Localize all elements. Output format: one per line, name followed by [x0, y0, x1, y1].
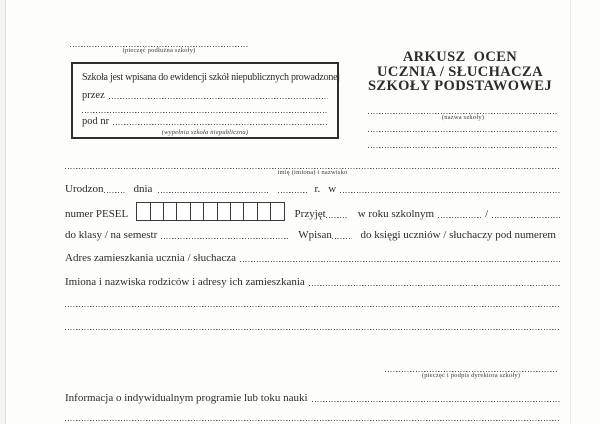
- school-year-start-dotted: [438, 217, 481, 218]
- school-name-field: [368, 106, 558, 148]
- continuation-line-2: [65, 321, 560, 330]
- born-day-label: dnia: [133, 183, 153, 195]
- admitted-suffix-dotted: [326, 217, 348, 218]
- pesel-cell: [191, 203, 204, 220]
- class-row: [65, 229, 560, 242]
- address-label: Adres zamieszkania ucznia / słuchacza: [65, 252, 237, 264]
- director-signature-field: [385, 364, 557, 380]
- address-dotted: [240, 261, 560, 262]
- admitted-label: Przyjęt: [294, 208, 326, 220]
- born-label: Urodzon: [65, 183, 104, 195]
- under-number-label: pod nr: [82, 116, 110, 127]
- under-number-dotted-line: [113, 124, 328, 125]
- birth-year-dotted: [278, 192, 308, 193]
- pesel-cell: [218, 203, 231, 220]
- signature-dotted-line: [385, 364, 557, 372]
- pesel-row: [65, 202, 560, 221]
- school-year-end-dotted: [492, 217, 560, 218]
- pesel-cell: [244, 203, 257, 220]
- school-name-dotted-line-2: [368, 122, 558, 132]
- form-title: [358, 50, 562, 94]
- parents-dotted: [309, 285, 560, 286]
- born-in-label: w: [328, 183, 337, 195]
- signature-caption: (pieczęć i podpis dyrektora szkoły): [421, 372, 521, 379]
- continuation-dotted-1: [65, 298, 560, 307]
- parents-row: [65, 276, 560, 289]
- school-stamp-field: [70, 39, 248, 55]
- register-label: do księgi uczniów / słuchaczy pod numerem: [360, 229, 556, 241]
- class-label: do klasy / na semestr: [65, 229, 158, 241]
- continuation-dotted-line: [82, 104, 328, 113]
- stamp-caption: (pieczęć podłużna szkoły): [122, 47, 196, 54]
- by-dotted-line: [109, 98, 328, 99]
- school-name-dotted-line: [368, 106, 558, 114]
- title-line-1: ARKUSZ OCEN: [402, 49, 518, 65]
- birth-place-dotted: [340, 192, 560, 193]
- continuation-line-1: [65, 298, 560, 307]
- nonpublic-box-caption: (wypełnia szkoła niepubliczna): [161, 129, 249, 136]
- entered-suffix-dotted: [332, 238, 353, 239]
- parents-label: Imiona i nazwiska rodziców i adresy ich zamieszkania: [65, 276, 305, 288]
- pesel-cell: [258, 203, 271, 220]
- pesel-cell: [177, 203, 190, 220]
- pesel-cell: [271, 203, 283, 220]
- pesel-cell: [164, 203, 177, 220]
- birth-row: [65, 183, 560, 196]
- individual-program-row: [65, 392, 560, 405]
- pesel-grid: [136, 202, 284, 221]
- year-abbrev-label: r.: [314, 183, 321, 195]
- student-name-field: [65, 160, 560, 177]
- nonpublic-school-box: [71, 62, 339, 139]
- individual-program-dotted: [312, 401, 560, 402]
- school-year-label: w roku szkolnym: [357, 208, 435, 220]
- birth-date-dotted: [158, 192, 268, 193]
- pesel-cell: [151, 203, 164, 220]
- student-name-dotted-line: [65, 160, 560, 169]
- nonpublic-statement: Szkoła jest wpisana do ewidencji szkół niepublicznych prowadzonej: [82, 72, 340, 83]
- school-name-dotted-line-3: [368, 132, 558, 148]
- title-line-3: SZKOŁY PODSTAWOWEJ: [367, 78, 553, 94]
- pesel-cell: [231, 203, 244, 220]
- stamp-dotted-line: [70, 39, 248, 47]
- scan-fold-line: [570, 0, 571, 424]
- continuation-dotted-2: [65, 321, 560, 330]
- class-dotted: [161, 238, 290, 239]
- individual-program-label: Informacja o indywidualnym programie lub toku nauki: [65, 392, 308, 404]
- bottom-line: [65, 412, 560, 421]
- by-label: przez: [82, 90, 105, 101]
- title-line-2: UCZNIA / SŁUCHACZA: [377, 63, 543, 80]
- pesel-cell: [137, 203, 150, 220]
- scan-edge-left: [0, 0, 6, 424]
- bottom-dotted-line: [65, 412, 560, 421]
- pesel-label: numer PESEL: [65, 208, 129, 220]
- year-separator: /: [485, 208, 489, 220]
- school-name-caption: (nazwa szkoły): [441, 114, 485, 121]
- pesel-cell: [204, 203, 217, 220]
- entered-label: Wpisan: [298, 229, 332, 241]
- born-suffix-dotted: [104, 192, 126, 193]
- address-row: [65, 252, 560, 265]
- student-name-caption: imię (imiona) i nazwisko: [277, 169, 348, 176]
